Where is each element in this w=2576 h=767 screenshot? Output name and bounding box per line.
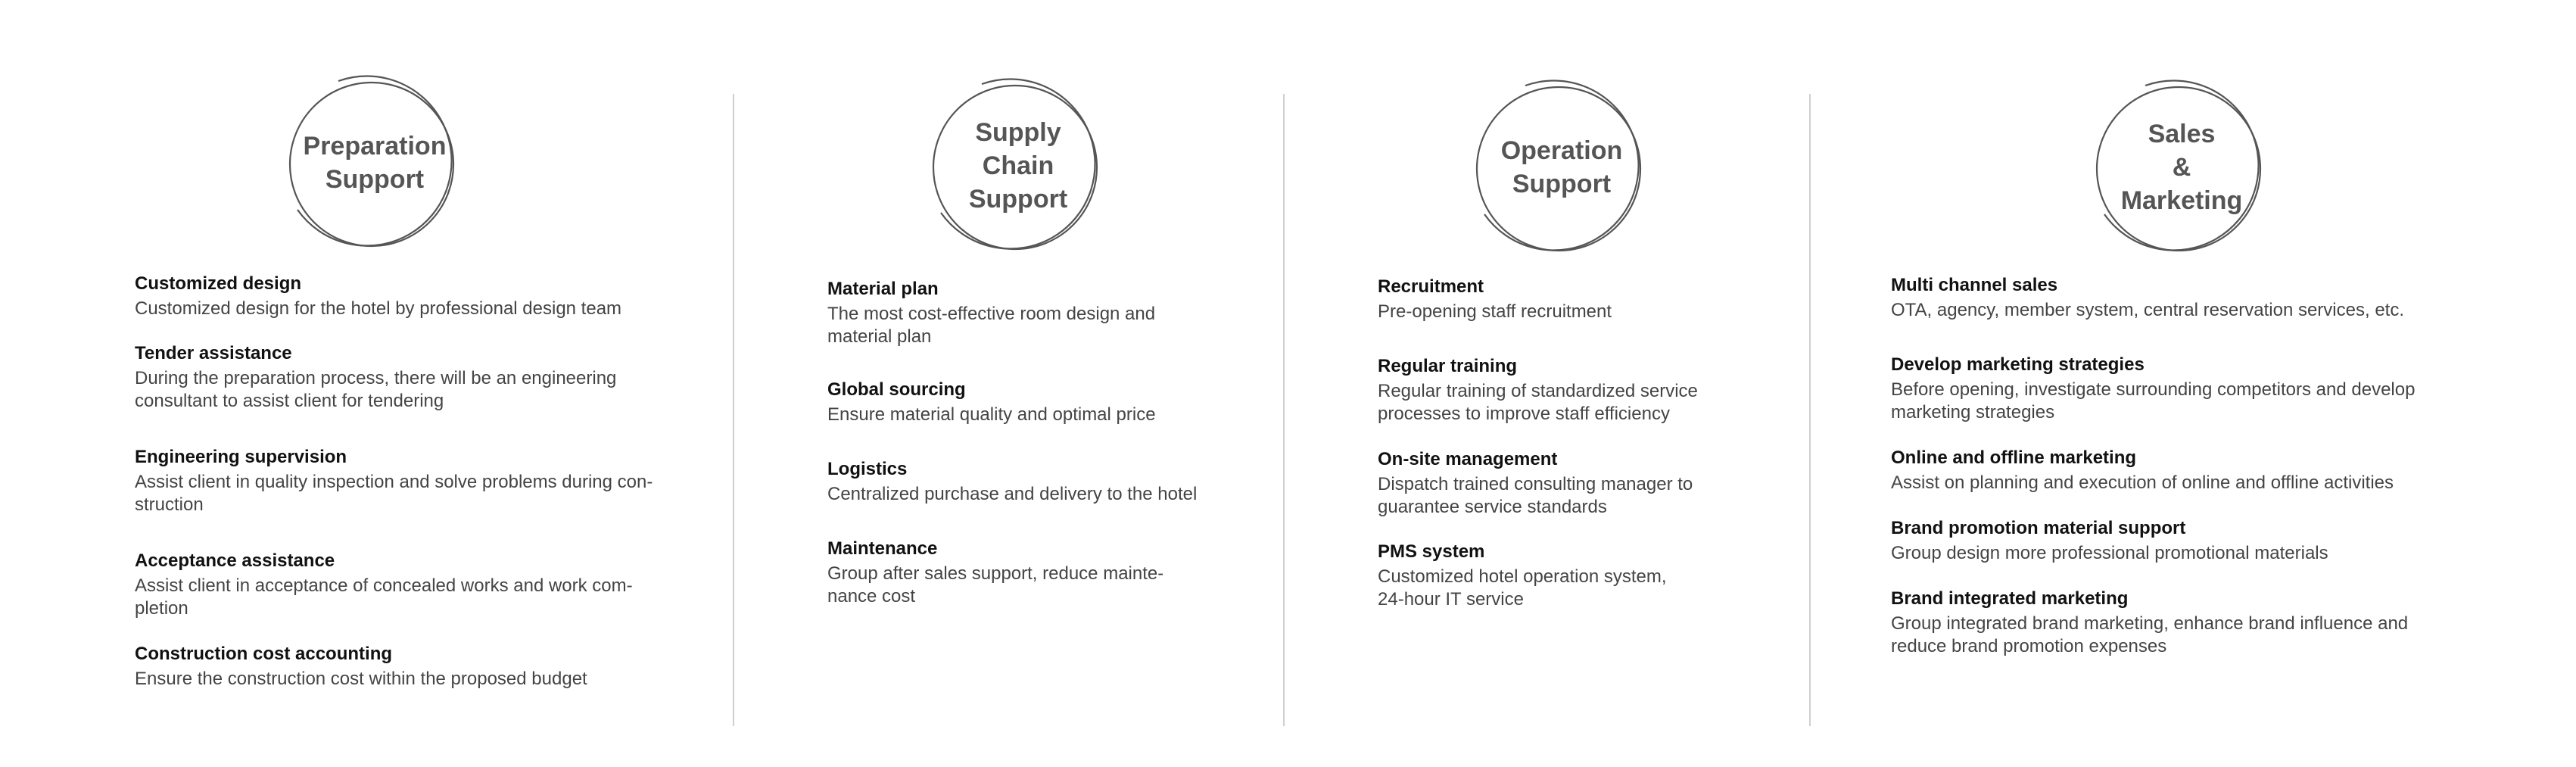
list-item xyxy=(1378,276,1612,323)
list-item xyxy=(1891,354,2415,424)
list-item xyxy=(827,538,1163,608)
item-description: OTA, agency, member system, central reservation services, etc. xyxy=(1891,300,2404,320)
item-description: The most cost-effective room design and material plan xyxy=(827,304,1156,347)
item-description: Ensure the construction cost within the proposed budget xyxy=(135,669,587,689)
item-description: Pre-opening staff recruitment xyxy=(1378,301,1612,322)
item-title: Acceptance assistance xyxy=(135,550,335,571)
item-title: Engineering supervision xyxy=(135,447,347,467)
item-title: On-site management xyxy=(1378,449,1558,469)
item-title: Material plan xyxy=(827,279,939,299)
list-item xyxy=(1891,447,2394,494)
item-description: Group integrated brand marketing, enhance brand influence and reduce brand promotion expenses xyxy=(1891,613,2409,656)
sales-marketing-title: Sales & Marketing xyxy=(2120,120,2243,215)
item-description: Regular training of standardized service processes to improve staff efficiency xyxy=(1378,381,1698,424)
item-title: Brand integrated marketing xyxy=(1891,588,2129,609)
item-title: Customized design xyxy=(135,273,302,294)
item-title: Maintenance xyxy=(827,538,938,559)
supply-chain-support-emblem xyxy=(927,75,1109,257)
column-divider xyxy=(733,94,734,726)
item-description: Assist client in quality inspection and solve problems during con- struction xyxy=(135,472,653,515)
list-item xyxy=(135,273,621,320)
item-title: Logistics xyxy=(827,459,908,479)
list-item xyxy=(135,550,633,620)
item-description: Group design more professional promotional materials xyxy=(1891,543,2328,563)
preparation-support-title: Preparation Support xyxy=(303,132,447,194)
list-item xyxy=(827,278,1155,348)
column-divider xyxy=(1283,94,1285,726)
item-title: Brand promotion material support xyxy=(1891,518,2186,538)
list-item xyxy=(135,342,616,413)
item-description: Dispatch trained consulting manager to guarantee service standards xyxy=(1378,474,1693,517)
item-title: Online and offline marketing xyxy=(1891,447,2137,468)
supply-chain-support-title: Supply Chain Support xyxy=(968,118,1068,214)
item-title: Global sourcing xyxy=(827,379,966,400)
list-item xyxy=(1891,274,2404,322)
item-description: During the preparation process, there will be an engineering consultant to assist client for tendering xyxy=(135,368,617,411)
list-item xyxy=(827,458,1197,506)
list-item xyxy=(827,379,1156,426)
item-description: Before opening, investigate surrounding competitors and develop marketing strategies xyxy=(1891,379,2416,422)
operation-support-title: Operation Support xyxy=(1500,136,1623,198)
item-title: Recruitment xyxy=(1378,276,1484,297)
item-title: Construction cost accounting xyxy=(135,644,393,664)
item-description: Customized design for the hotel by professional design team xyxy=(135,298,622,319)
item-title: Regular training xyxy=(1378,356,1518,376)
sales-marketing-emblem xyxy=(2091,76,2272,258)
item-description: Ensure material quality and optimal price xyxy=(827,404,1156,425)
operation-support-emblem xyxy=(1471,76,1652,258)
item-title: Tender assistance xyxy=(135,343,292,363)
list-item xyxy=(1891,588,2408,658)
list-item xyxy=(1378,541,1667,611)
list-item xyxy=(1891,517,2328,565)
list-item xyxy=(135,643,587,691)
item-description: Group after sales support, reduce mainte- nance cost xyxy=(827,563,1164,606)
list-item xyxy=(135,446,653,516)
column-divider xyxy=(1809,94,1811,726)
item-description: Customized hotel operation system, 24-hour IT service xyxy=(1378,566,1667,610)
item-description: Centralized purchase and delivery to the hotel xyxy=(827,484,1198,504)
item-description: Assist client in acceptance of concealed works and work com- pletion xyxy=(135,575,633,619)
list-item xyxy=(1378,355,1698,426)
list-item xyxy=(1378,448,1693,519)
item-title: Develop marketing strategies xyxy=(1891,354,2145,375)
item-description: Assist on planning and execution of online and offline activities xyxy=(1891,472,2394,493)
item-title: PMS system xyxy=(1378,541,1485,562)
preparation-support-emblem xyxy=(284,72,466,254)
item-title: Multi channel sales xyxy=(1891,275,2058,295)
